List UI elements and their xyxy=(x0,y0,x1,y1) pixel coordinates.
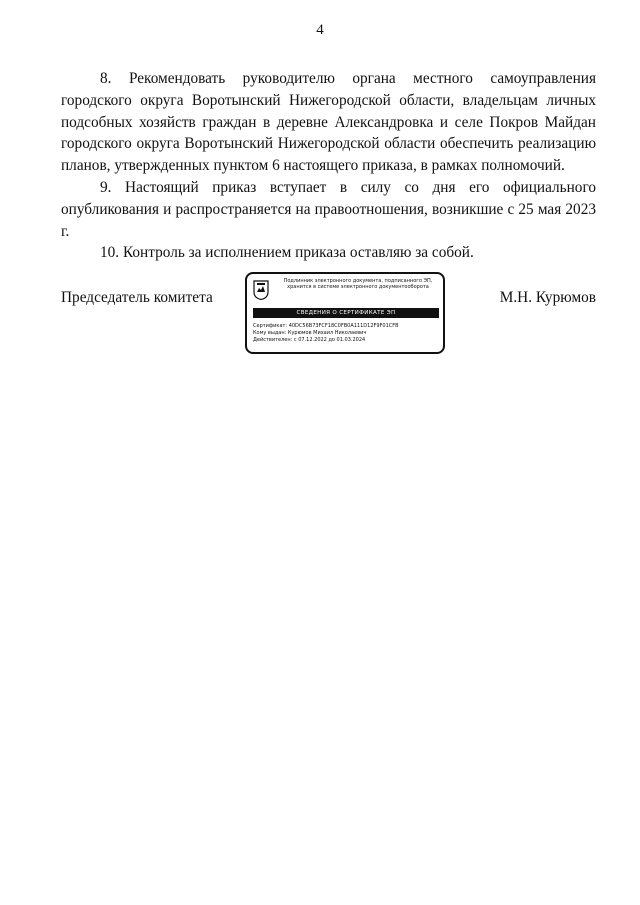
document-body xyxy=(61,68,596,264)
stamp-details xyxy=(253,323,399,344)
stamp-issued-to: Кому выдан: Курюмов Михаил Николаевич xyxy=(253,330,367,336)
signatory-name: М.Н. Курюмов xyxy=(499,289,596,306)
stamp-certificate: Сертификат: 40DC56B73FCF18C0FB0A111D12F9F01CFB xyxy=(253,323,399,329)
paragraph-10: 10. Контроль за исполнением приказа оставляю за собой. xyxy=(100,244,474,262)
electronic-signature-stamp xyxy=(245,272,445,354)
page-number: 4 xyxy=(316,22,324,38)
stamp-validity: Действителен: с 07.12.2022 до 01.03.2024 xyxy=(253,337,366,343)
coat-of-arms-icon xyxy=(253,280,269,300)
stamp-header: Подлинник электронного документа, подписанного ЭП, хранится в системе электронного документооборота xyxy=(283,278,433,291)
signature-block xyxy=(61,272,596,362)
paragraph-9: 9. Настоящий приказ вступает в силу со дня его официального опубликования и распространяется на правоотношения, возникшие с 25 мая 2023 г. xyxy=(61,178,596,240)
stamp-certificate-bar: СВЕДЕНИЯ О СЕРТИФИКАТЕ ЭП xyxy=(253,308,439,318)
paragraph-8: 8. Рекомендовать руководителю органа местного самоуправления городского округа Воротынский Нижегородской области, владельцам личных подсобных хозяйств граждан в деревне Александровка и селе Покров Майдан городского округа Воротынский Нижегородской области обеспечить реализацию планов, утвержденных пунктом 6 настоящего приказа, в рамках полномочий. xyxy=(61,70,596,175)
signatory-title: Председатель комитета xyxy=(61,289,213,306)
